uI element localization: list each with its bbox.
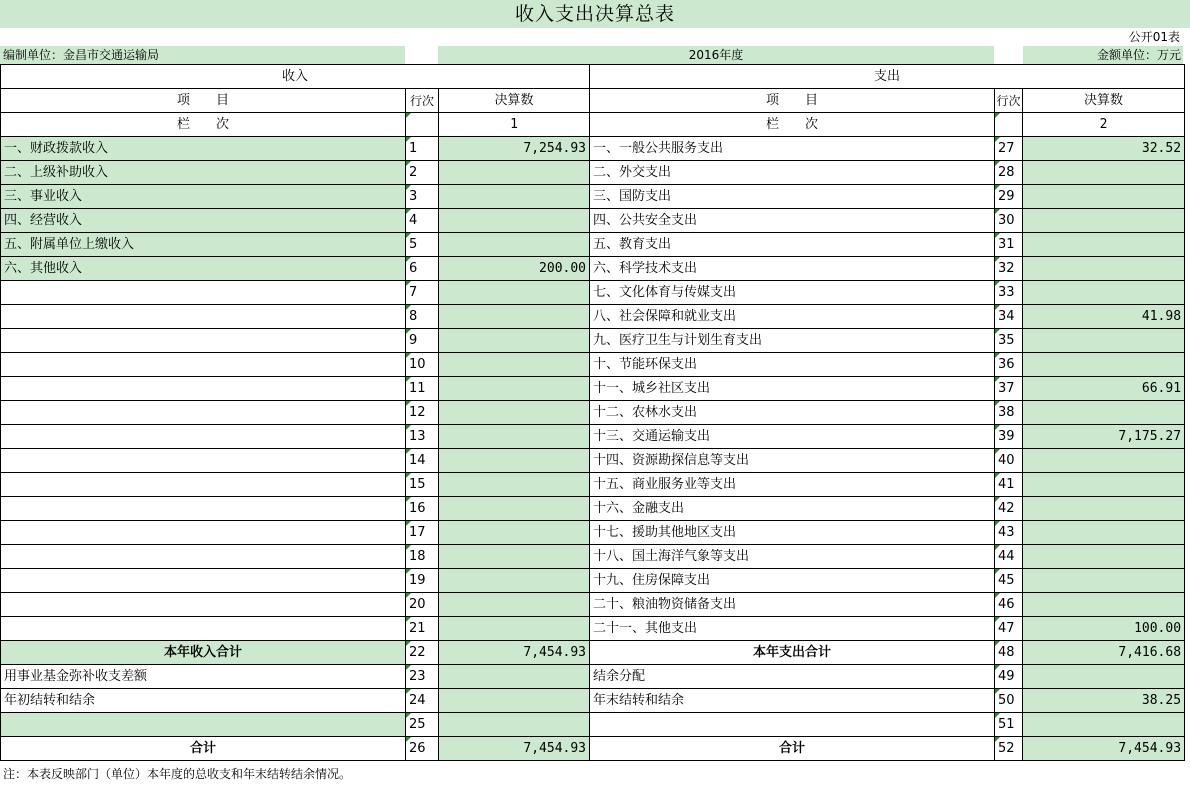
expense-line-number: 40	[995, 449, 1023, 473]
expense-item-label: 十八、国土海洋气象等支出	[590, 545, 995, 569]
expense-item-label: 十五、商业服务业等支出	[590, 473, 995, 497]
expense-amount	[1023, 161, 1185, 185]
income-line-number: 9	[406, 329, 439, 353]
fiscal-year: 2016年度	[438, 46, 994, 64]
income-item-label: 二、上级补助收入	[1, 161, 406, 185]
income-line-number: 22	[406, 641, 439, 665]
table-row	[1, 161, 1185, 185]
table-row	[1, 521, 1185, 545]
expense-item-label: 十四、资源勘探信息等支出	[590, 449, 995, 473]
income-amount	[439, 281, 590, 305]
income-amount	[439, 425, 590, 449]
expense-line-number: 30	[995, 209, 1023, 233]
expense-item-label: 十、节能环保支出	[590, 353, 995, 377]
income-line-number: 5	[406, 233, 439, 257]
income-amount: 7,454.93	[439, 737, 590, 761]
expense-summary-label: 合计	[590, 737, 995, 761]
income-summary-label: 本年收入合计	[1, 641, 406, 665]
expense-lineno-blank	[995, 113, 1023, 137]
income-amount	[439, 521, 590, 545]
expense-line-number: 31	[995, 233, 1023, 257]
expense-lineno-header: 行次	[995, 89, 1023, 113]
income-amount	[439, 377, 590, 401]
table-row	[1, 449, 1185, 473]
expense-summary-label: 结余分配	[590, 665, 995, 689]
expense-item-label: 十六、金融支出	[590, 497, 995, 521]
expense-item-label: 九、医疗卫生与计划生育支出	[590, 329, 995, 353]
budget-table	[0, 64, 1185, 761]
income-amount: 7,454.93	[439, 641, 590, 665]
income-summary-label: 年初结转和结余	[1, 689, 406, 713]
table-row	[1, 425, 1185, 449]
expense-item-header: 项 目	[590, 89, 995, 113]
expense-item-label: 十二、农林水支出	[590, 401, 995, 425]
column-header-row	[1, 89, 1185, 113]
expense-item-label: 十七、援助其他地区支出	[590, 521, 995, 545]
table-row	[1, 233, 1185, 257]
expense-line-number: 32	[995, 257, 1023, 281]
expense-item-label: 八、社会保障和就业支出	[590, 305, 995, 329]
income-line-number: 23	[406, 665, 439, 689]
expense-item-label: 六、科学技术支出	[590, 257, 995, 281]
table-row	[1, 473, 1185, 497]
expense-amount	[1023, 401, 1185, 425]
income-line-number: 4	[406, 209, 439, 233]
table-row	[1, 185, 1185, 209]
expense-line-number: 29	[995, 185, 1023, 209]
expense-item-label: 二十一、其他支出	[590, 617, 995, 641]
expense-item-label: 一、一般公共服务支出	[590, 137, 995, 161]
expense-amount	[1023, 233, 1185, 257]
expense-amount	[1023, 497, 1185, 521]
expense-amount	[1023, 545, 1185, 569]
income-item-label	[1, 353, 406, 377]
page-title: 收入支出决算总表	[0, 0, 1190, 28]
income-amount	[439, 185, 590, 209]
income-amount	[439, 401, 590, 425]
income-amount	[439, 449, 590, 473]
footnote: 注：本表反映部门（单位）本年度的总收支和年末结转结余情况。	[3, 767, 352, 781]
income-item-label	[1, 305, 406, 329]
expense-amount	[1023, 713, 1185, 737]
expense-item-label: 十三、交通运输支出	[590, 425, 995, 449]
expense-amount	[1023, 473, 1185, 497]
income-item-label: 六、其他收入	[1, 257, 406, 281]
income-item-label	[1, 377, 406, 401]
income-amount	[439, 713, 590, 737]
expense-amount	[1023, 209, 1185, 233]
expense-line-number: 46	[995, 593, 1023, 617]
income-item-label	[1, 545, 406, 569]
table-row	[1, 569, 1185, 593]
income-lineno-header: 行次	[406, 89, 439, 113]
expense-amount	[1023, 185, 1185, 209]
income-column-index: 1	[439, 113, 590, 137]
income-item-label	[1, 593, 406, 617]
expense-summary-label	[590, 713, 995, 737]
expense-line-number: 43	[995, 521, 1023, 545]
table-row	[1, 617, 1185, 641]
expense-line-number: 42	[995, 497, 1023, 521]
income-summary-label: 用事业基金弥补收支差额	[1, 665, 406, 689]
table-row	[1, 545, 1185, 569]
column-index-row	[1, 113, 1185, 137]
income-amount	[439, 569, 590, 593]
income-line-number: 25	[406, 713, 439, 737]
income-line-number: 14	[406, 449, 439, 473]
income-line-number: 3	[406, 185, 439, 209]
income-item-label	[1, 497, 406, 521]
table-row	[1, 353, 1185, 377]
expense-section-header: 支出	[590, 65, 1185, 89]
table-row	[1, 497, 1185, 521]
income-item-label	[1, 521, 406, 545]
income-line-number: 21	[406, 617, 439, 641]
expense-amount: 66.91	[1023, 377, 1185, 401]
summary-row	[1, 737, 1185, 761]
table-row	[1, 329, 1185, 353]
expense-column-label: 栏 次	[590, 113, 995, 137]
income-amount: 200.00	[439, 257, 590, 281]
table-row	[1, 137, 1185, 161]
income-item-label	[1, 569, 406, 593]
income-line-number: 8	[406, 305, 439, 329]
reporting-unit: 编制单位：金昌市交通运输局	[0, 46, 405, 64]
income-amount: 7,254.93	[439, 137, 590, 161]
income-amount	[439, 593, 590, 617]
expense-amount: 7,454.93	[1023, 737, 1185, 761]
expense-item-label: 五、教育支出	[590, 233, 995, 257]
income-amount-header: 决算数	[439, 89, 590, 113]
expense-amount: 32.52	[1023, 137, 1185, 161]
expense-item-label: 二、外交支出	[590, 161, 995, 185]
income-amount	[439, 209, 590, 233]
income-amount	[439, 305, 590, 329]
income-line-number: 1	[406, 137, 439, 161]
income-item-label: 一、财政拨款收入	[1, 137, 406, 161]
expense-line-number: 38	[995, 401, 1023, 425]
income-lineno-blank	[406, 113, 439, 137]
form-number: 公开01表	[1128, 30, 1180, 44]
income-line-number: 18	[406, 545, 439, 569]
expense-line-number: 36	[995, 353, 1023, 377]
income-amount	[439, 497, 590, 521]
expense-line-number: 47	[995, 617, 1023, 641]
income-line-number: 7	[406, 281, 439, 305]
expense-line-number: 27	[995, 137, 1023, 161]
expense-line-number: 52	[995, 737, 1023, 761]
table-row	[1, 257, 1185, 281]
income-line-number: 10	[406, 353, 439, 377]
expense-item-label: 七、文化体育与传媒支出	[590, 281, 995, 305]
income-amount	[439, 233, 590, 257]
income-item-label: 三、事业收入	[1, 185, 406, 209]
expense-amount: 41.98	[1023, 305, 1185, 329]
expense-line-number: 45	[995, 569, 1023, 593]
expense-summary-label: 年末结转和结余	[590, 689, 995, 713]
income-item-label	[1, 425, 406, 449]
income-line-number: 20	[406, 593, 439, 617]
expense-line-number: 35	[995, 329, 1023, 353]
income-item-label	[1, 617, 406, 641]
income-amount	[439, 161, 590, 185]
income-line-number: 15	[406, 473, 439, 497]
income-amount	[439, 665, 590, 689]
income-item-label: 五、附属单位上缴收入	[1, 233, 406, 257]
income-line-number: 19	[406, 569, 439, 593]
income-section-header: 收入	[1, 65, 590, 89]
expense-amount-header: 决算数	[1023, 89, 1185, 113]
expense-line-number: 48	[995, 641, 1023, 665]
income-amount	[439, 329, 590, 353]
table-row	[1, 281, 1185, 305]
income-line-number: 12	[406, 401, 439, 425]
income-item-label	[1, 401, 406, 425]
income-line-number: 17	[406, 521, 439, 545]
expense-line-number: 51	[995, 713, 1023, 737]
expense-amount	[1023, 281, 1185, 305]
expense-item-label: 四、公共安全支出	[590, 209, 995, 233]
expense-line-number: 44	[995, 545, 1023, 569]
expense-column-index: 2	[1023, 113, 1185, 137]
table-row	[1, 401, 1185, 425]
income-amount	[439, 617, 590, 641]
summary-row	[1, 665, 1185, 689]
expense-amount: 100.00	[1023, 617, 1185, 641]
income-item-header: 项 目	[1, 89, 406, 113]
income-line-number: 2	[406, 161, 439, 185]
summary-row	[1, 713, 1185, 737]
summary-row	[1, 641, 1185, 665]
income-amount	[439, 473, 590, 497]
income-item-label: 四、经营收入	[1, 209, 406, 233]
expense-item-label: 十一、城乡社区支出	[590, 377, 995, 401]
section-header-row	[1, 65, 1185, 89]
income-line-number: 11	[406, 377, 439, 401]
expense-amount	[1023, 257, 1185, 281]
income-column-label: 栏 次	[1, 113, 406, 137]
expense-summary-label: 本年支出合计	[590, 641, 995, 665]
income-line-number: 24	[406, 689, 439, 713]
income-line-number: 6	[406, 257, 439, 281]
table-row	[1, 209, 1185, 233]
expense-amount	[1023, 449, 1185, 473]
expense-amount	[1023, 593, 1185, 617]
expense-line-number: 39	[995, 425, 1023, 449]
expense-amount: 7,416.68	[1023, 641, 1185, 665]
expense-item-label: 十九、住房保障支出	[590, 569, 995, 593]
expense-amount	[1023, 329, 1185, 353]
income-amount	[439, 353, 590, 377]
table-row	[1, 377, 1185, 401]
income-line-number: 16	[406, 497, 439, 521]
expense-item-label: 二十、粮油物资储备支出	[590, 593, 995, 617]
expense-amount: 7,175.27	[1023, 425, 1185, 449]
expense-amount	[1023, 569, 1185, 593]
table-row	[1, 305, 1185, 329]
summary-row	[1, 689, 1185, 713]
income-item-label	[1, 329, 406, 353]
expense-line-number: 49	[995, 665, 1023, 689]
expense-line-number: 28	[995, 161, 1023, 185]
expense-amount	[1023, 353, 1185, 377]
expense-line-number: 50	[995, 689, 1023, 713]
expense-line-number: 41	[995, 473, 1023, 497]
expense-amount	[1023, 665, 1185, 689]
expense-amount	[1023, 521, 1185, 545]
expense-amount: 38.25	[1023, 689, 1185, 713]
income-summary-label	[1, 713, 406, 737]
income-item-label	[1, 473, 406, 497]
income-summary-label: 合计	[1, 737, 406, 761]
expense-line-number: 37	[995, 377, 1023, 401]
income-line-number: 13	[406, 425, 439, 449]
expense-item-label: 三、国防支出	[590, 185, 995, 209]
amount-unit: 金额单位：万元	[1023, 46, 1183, 64]
income-line-number: 26	[406, 737, 439, 761]
expense-line-number: 34	[995, 305, 1023, 329]
expense-line-number: 33	[995, 281, 1023, 305]
income-item-label	[1, 281, 406, 305]
income-item-label	[1, 449, 406, 473]
income-amount	[439, 689, 590, 713]
table-row	[1, 593, 1185, 617]
income-amount	[439, 545, 590, 569]
